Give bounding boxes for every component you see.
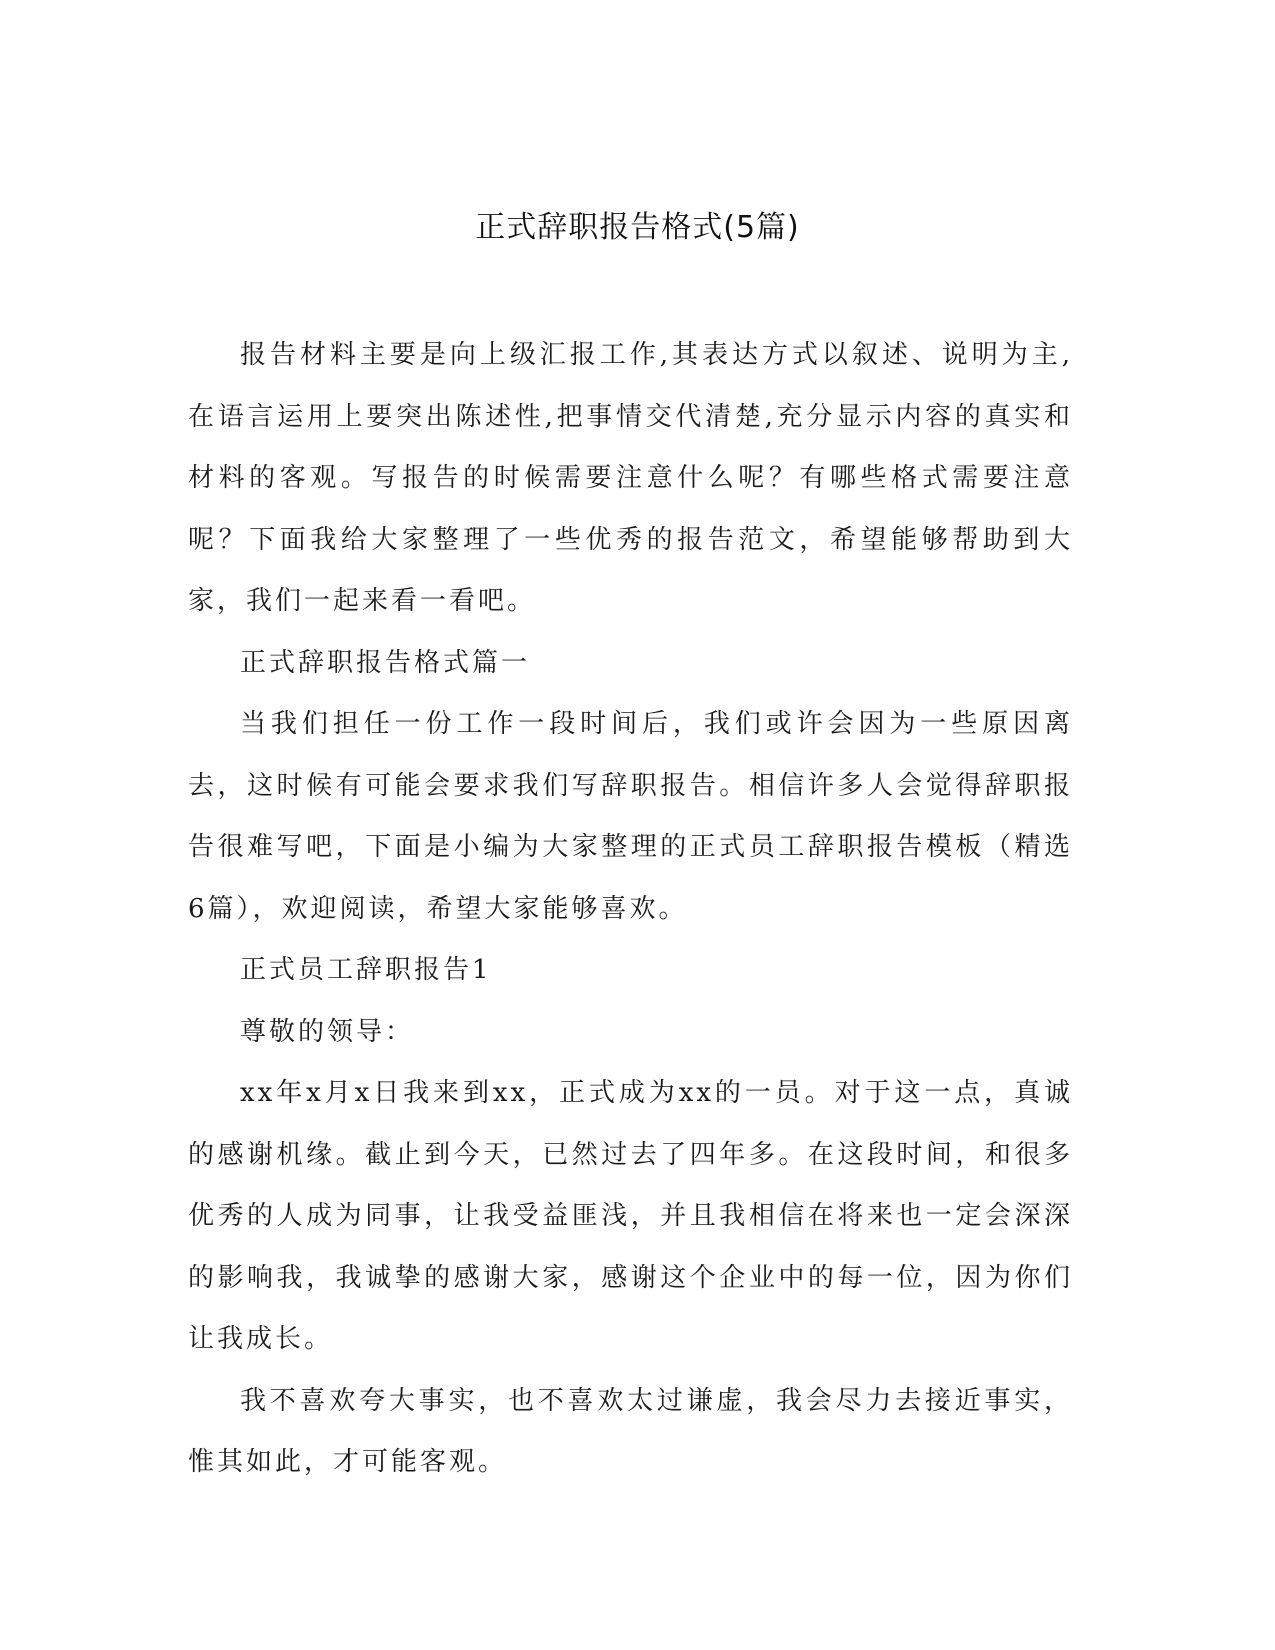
paragraph-section-one: 当我们担任一份工作一段时间后，我们或许会因为一些原因离去，这时候有可能会要求我们写辞职报告。相信许多人会觉得辞职报告很难写吧，下面是小编为大家整理的正式员工辞职报告模板（精选6篇），欢迎阅读，希望大家能够喜欢。 bbox=[188, 709, 1073, 924]
section-heading-one: 正式辞职报告格式篇一 bbox=[240, 647, 531, 678]
paragraph-letter-2: 我不喜欢夸大事实，也不喜欢太过谦虚，我会尽力去接近事实，惟其如此，才可能客观。 bbox=[188, 1385, 1073, 1477]
document-title: 正式辞职报告格式(5篇) bbox=[475, 210, 800, 245]
document-body bbox=[188, 325, 1073, 1494]
paragraph-letter-1: xx年x月x日我来到xx，正式成为xx的一员。对于这一点，真诚的感谢机缘。截止到今天，已然过去了四年多。在这段时间，和很多优秀的人成为同事，让我受益匪浅，并且我相信在将来也一定会深深的影响我，我诚挚的感谢大家，感谢这个企业中的每一位，因为你们让我成长。 bbox=[188, 1078, 1073, 1354]
paragraph-intro: 报告材料主要是向上级汇报工作,其表达方式以叙述、说明为主,在语言运用上要突出陈述性,把事情交代清楚,充分显示内容的真实和材料的客观。写报告的时候需要注意什么呢？有哪些格式需要注意呢？下面我给大家整理了一些优秀的报告范文，希望能够帮助到大家，我们一起来看一看吧。 bbox=[188, 340, 1073, 616]
salutation: 尊敬的领导： bbox=[240, 1016, 415, 1047]
subheading-report-1: 正式员工辞职报告1 bbox=[240, 955, 492, 985]
